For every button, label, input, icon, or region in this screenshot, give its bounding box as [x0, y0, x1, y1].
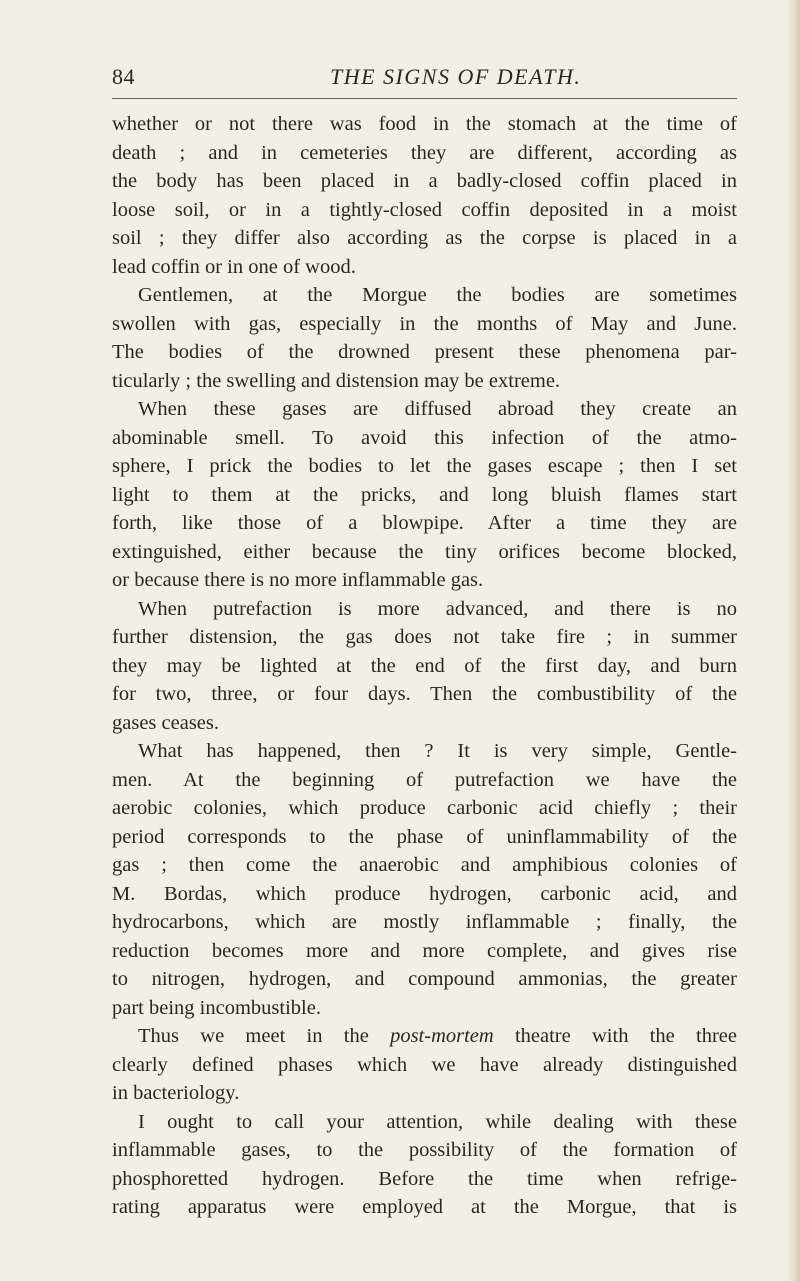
text-line: What has happened, then ? It is very simple, Gentle- [138, 740, 737, 762]
text-line: swollen with gas, especially in the months of May and June. [112, 312, 737, 335]
body-text [112, 110, 737, 1222]
text-line: for two, three, or four days. Then the combustibility of the [112, 683, 737, 705]
text-line: further distension, the gas does not take fire ; in summer [112, 626, 737, 648]
text-line: to nitrogen, hydrogen, and compound ammonias, the greater [112, 968, 737, 990]
text-line: light to them at the pricks, and long bluish flames start [112, 483, 737, 506]
running-title: THE SIGNS OF DEATH. [330, 64, 582, 89]
text-line: hydrocarbons, which are mostly inflammable ; finally, the [112, 911, 737, 933]
text-line: sphere, I prick the bodies to let the gases escape ; then I set [112, 455, 737, 477]
text-line: part being incombustible. [112, 996, 321, 1019]
text-line: aerobic colonies, which produce carbonic acid chiefly ; their [112, 797, 737, 819]
text-line: When these gases are diffused abroad they create an [138, 398, 737, 420]
text-line: lead coffin or in one of wood. [112, 255, 356, 278]
text-line: M. Bordas, which produce hydrogen, carbonic acid, and [112, 882, 737, 905]
text-line: death ; and in cemeteries they are different, according as [112, 141, 737, 164]
text-line: Gentlemen, at the Morgue the bodies are sometimes [138, 284, 737, 306]
text-line: or because there is no more inflammable gas. [112, 569, 484, 591]
text-line: loose soil, or in a tightly-closed coffin deposited in a moist [112, 198, 737, 221]
text-line: in bacteriology. [112, 1082, 240, 1104]
text-line: ticularly ; the swelling and distension may be extreme. [112, 369, 561, 392]
text-line: gas ; then come the anaerobic and amphibious colonies of [112, 854, 737, 876]
text-line: the body has been placed in a badly-closed coffin placed in [112, 170, 737, 192]
page-header [112, 58, 737, 98]
text-line: extinguished, either because the tiny orifices become blocked, [112, 540, 737, 563]
header-rule [112, 98, 737, 99]
text-line: abominable smell. To avoid this infection of the atmo- [112, 426, 737, 449]
text-line: men. At the beginning of putrefaction we have the [112, 768, 737, 791]
text-line: they may be lighted at the end of the first day, and burn [112, 654, 737, 677]
text-line: inflammable gases, to the possibility of the formation of [112, 1139, 737, 1161]
text-line: When putrefaction is more advanced, and there is no [138, 597, 737, 620]
text-line: period corresponds to the phase of uninflammability of the [112, 825, 737, 848]
text-line: reduction becomes more and more complete, and gives rise [112, 939, 737, 962]
text-line: clearly defined phases which we have already distinguished [112, 1053, 737, 1076]
text-line: rating apparatus were employed at the Morgue, that is [112, 1196, 737, 1218]
text-line: soil ; they differ also according as the corpse is placed in a [112, 227, 737, 249]
text-line: I ought to call your attention, while dealing with these [138, 1110, 737, 1133]
text-line: forth, like those of a blowpipe. After a time they are [112, 512, 737, 534]
text-line: whether or not there was food in the stomach at the time of [112, 113, 737, 135]
text-line: phosphoretted hydrogen. Before the time when refrige- [112, 1167, 737, 1190]
page-edge-shadow [786, 0, 800, 1281]
text-line: The bodies of the drowned present these phenomena par- [112, 341, 737, 363]
text-line: gases ceases. [112, 711, 220, 734]
text-line: Thus we meet in the post-mortem theatre with the three [138, 1025, 737, 1047]
page-number: 84 [112, 64, 135, 89]
